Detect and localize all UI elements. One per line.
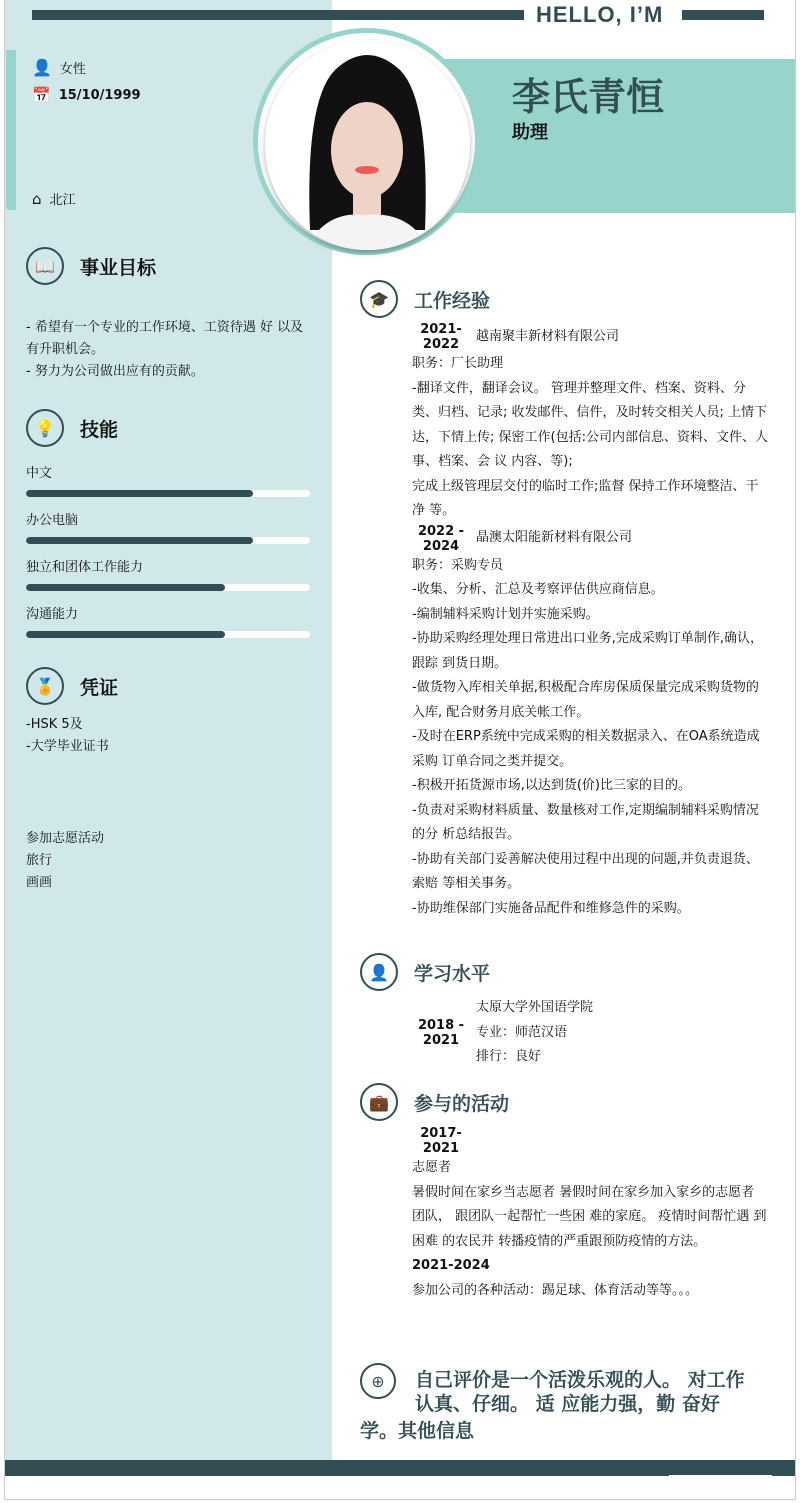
job-years <box>412 322 470 352</box>
certs-heading <box>26 667 118 705</box>
education-heading <box>360 953 490 991</box>
company: 晶澳太阳能新材料有限公司 <box>476 530 633 546</box>
briefcase-icon: 💼 <box>360 1083 398 1121</box>
activity-years: 2021-2024 <box>412 1258 490 1273</box>
activity-role: 志愿者 <box>412 1160 452 1175</box>
skill-item <box>26 509 310 544</box>
objective-text <box>26 317 316 383</box>
year-end: 2021 <box>422 1032 460 1048</box>
certs-list <box>26 714 316 758</box>
education-title: 学习水平 <box>414 962 491 985</box>
skill-bar <box>26 537 310 544</box>
job-header <box>412 524 770 554</box>
year-start: 2021- <box>420 322 462 337</box>
skills-title: 技能 <box>80 418 119 441</box>
job-duty: -负责对采购材料质量、数量核对工作,定期编制辅料采购情况的分 析总结报告。 <box>412 802 759 842</box>
position: 职务：厂长助理 <box>412 356 504 371</box>
objective-line: - 希望有一个专业的工作环境、工资待遇 好 以及有升职机会。 <box>26 320 304 357</box>
graduation-cap-icon: 🎓 <box>360 280 398 318</box>
profile-photo <box>265 40 470 250</box>
major: 专业：师范汉语 <box>476 1024 568 1040</box>
hello-heading: HELLO, I’M <box>536 2 664 27</box>
objective-heading <box>26 247 156 285</box>
self-line: 认真、仔细。 适 应能力强，勤 奋好 <box>415 1393 720 1415</box>
accent-bar <box>6 50 16 210</box>
self-eval-icon: ⊕ <box>360 1363 396 1399</box>
job-title: 助理 <box>512 122 548 143</box>
activities-title: 参与的活动 <box>414 1092 510 1115</box>
user-icon: 👤 <box>32 58 52 77</box>
gender: 女性 <box>59 62 86 77</box>
job-duty: -做货物入库相关单据,积极配合库房保质保量完成采购货物的入库, 配合财务月底关帐工作。 <box>412 680 759 720</box>
home-icon: ⌂ <box>32 189 42 208</box>
skill-bar <box>26 490 310 497</box>
address-row <box>32 189 76 208</box>
objective-title: 事业目标 <box>80 256 157 279</box>
activity-text: 暑假时间在家乡当志愿者 暑假时间在家乡加入家乡的志愿者 团队， 跟团队一起帮忙一些困 难的家庭。 疫情时间帮忙遇 到困难 的农民并 转播疫情的严重跟预防疫情的方法。 <box>412 1184 767 1249</box>
skill-bar <box>26 631 310 638</box>
self-line: 学。其他信息 <box>360 1420 475 1442</box>
skill-label: 办公电脑 <box>26 513 79 528</box>
school: 太原大学外国语学院 <box>476 1000 594 1015</box>
experience-title: 工作经验 <box>414 289 491 312</box>
cert-item: -大学毕业证书 <box>26 739 109 754</box>
year-start: 2018 - <box>417 1017 465 1033</box>
hobbies-list <box>26 828 316 894</box>
activities-heading <box>360 1083 509 1121</box>
job-duty: -收集、分析、汇总及考察评估供应商信息。 <box>412 582 664 597</box>
activities-list <box>412 1126 770 1303</box>
activity-text: 参加公司的各种活动：踢足球、体育活动等等。。。 <box>412 1282 699 1298</box>
job-entry <box>412 524 770 922</box>
rank: 排行：良好 <box>476 1049 542 1064</box>
lightbulb-icon: 💡 <box>26 409 64 447</box>
birthday-row <box>32 86 141 104</box>
full-name: 李氏青恒 <box>512 75 665 119</box>
skills-heading <box>26 409 118 447</box>
birthday: 15/10/1999 <box>58 87 141 103</box>
skill-bar-fill <box>26 537 253 544</box>
footer-bar <box>5 1460 795 1476</box>
skill-bar-fill <box>26 490 253 497</box>
award-icon: 🏅 <box>26 667 64 705</box>
year-end: 2024 <box>422 538 460 554</box>
job-duty: -积极开拓货源市场,以达到货(价)比三家的目的。 <box>412 778 691 793</box>
skill-label: 沟通能力 <box>26 607 79 622</box>
header-bar-right <box>682 10 764 20</box>
skill-item <box>26 556 310 591</box>
job-duty: 完成上级管理层交付的临时工作;监督 保持工作环境整洁、干净 等。 <box>412 478 759 518</box>
job-duty: -协助维保部门实施备品配件和维修急件的采购。 <box>412 900 690 916</box>
skill-item <box>26 462 310 497</box>
self-line: 自己评价是一个活泼乐观的人。 对工作 <box>415 1369 745 1391</box>
education-years <box>412 1018 470 1048</box>
job-years <box>412 524 470 554</box>
objective-line: - 努力为公司做出应有的贡献。 <box>26 364 204 379</box>
job-duty: -协助采购经理处理日常进出口业务,完成采购订单制作,确认，跟踪 到货日期。 <box>412 631 763 671</box>
education-entry <box>412 996 770 1070</box>
activity-years: 2017- 2021 <box>420 1126 462 1156</box>
job-duty: -及时在ERP系统中完成采购的相关数据录入、在OA系统造成采购 订单合同之类并提交。 <box>412 729 760 769</box>
footer-accent <box>669 1475 772 1478</box>
gender-row <box>32 58 86 77</box>
calendar-icon: 📅 <box>32 86 51 104</box>
skill-item <box>26 603 310 638</box>
skill-label: 中文 <box>26 466 53 481</box>
job-duty: -编制辅料采购计划并实施采购。 <box>412 606 599 622</box>
self-evaluation <box>415 1368 745 1416</box>
position: 职务：采购专员 <box>412 557 504 573</box>
company: 越南聚丰新材料有限公司 <box>476 328 620 344</box>
certs-title: 凭证 <box>80 676 119 699</box>
book-icon: 📖 <box>26 247 64 285</box>
skill-bar-fill <box>26 584 225 591</box>
cert-item: -HSK 5及 <box>26 717 83 732</box>
hobby-item: 旅行 <box>26 853 53 868</box>
header-bar-left <box>32 10 524 20</box>
hobby-item: 画画 <box>26 875 53 890</box>
skill-bar-fill <box>26 631 225 638</box>
year-start: 2022 - <box>417 523 465 539</box>
experience-list <box>412 322 770 921</box>
job-duty: -协助有关部门妥善解决使用过程中出现的问题,并负责退货、索赔 等相关事务。 <box>412 851 759 891</box>
student-icon: 👤 <box>360 953 398 991</box>
hobby-item: 参加志愿活动 <box>26 831 105 846</box>
skill-label: 独立和团体工作能力 <box>26 560 144 575</box>
job-header <box>412 322 770 352</box>
skill-bar <box>26 584 310 591</box>
address: 北江 <box>49 193 76 208</box>
job-duty: -翻译文件，翻译会议。 管理并整理文件、档案、资料、分类、归档、记录; 收发邮件、信件，及时转交相关人员; 上情下达，下情上传; 保密工作(包括:公司内部信息、资料、文件、人事、档案、会 议 内容、等); <box>412 380 768 469</box>
year-end: 2022 <box>422 337 460 352</box>
experience-heading <box>360 280 490 318</box>
job-entry <box>412 322 770 524</box>
